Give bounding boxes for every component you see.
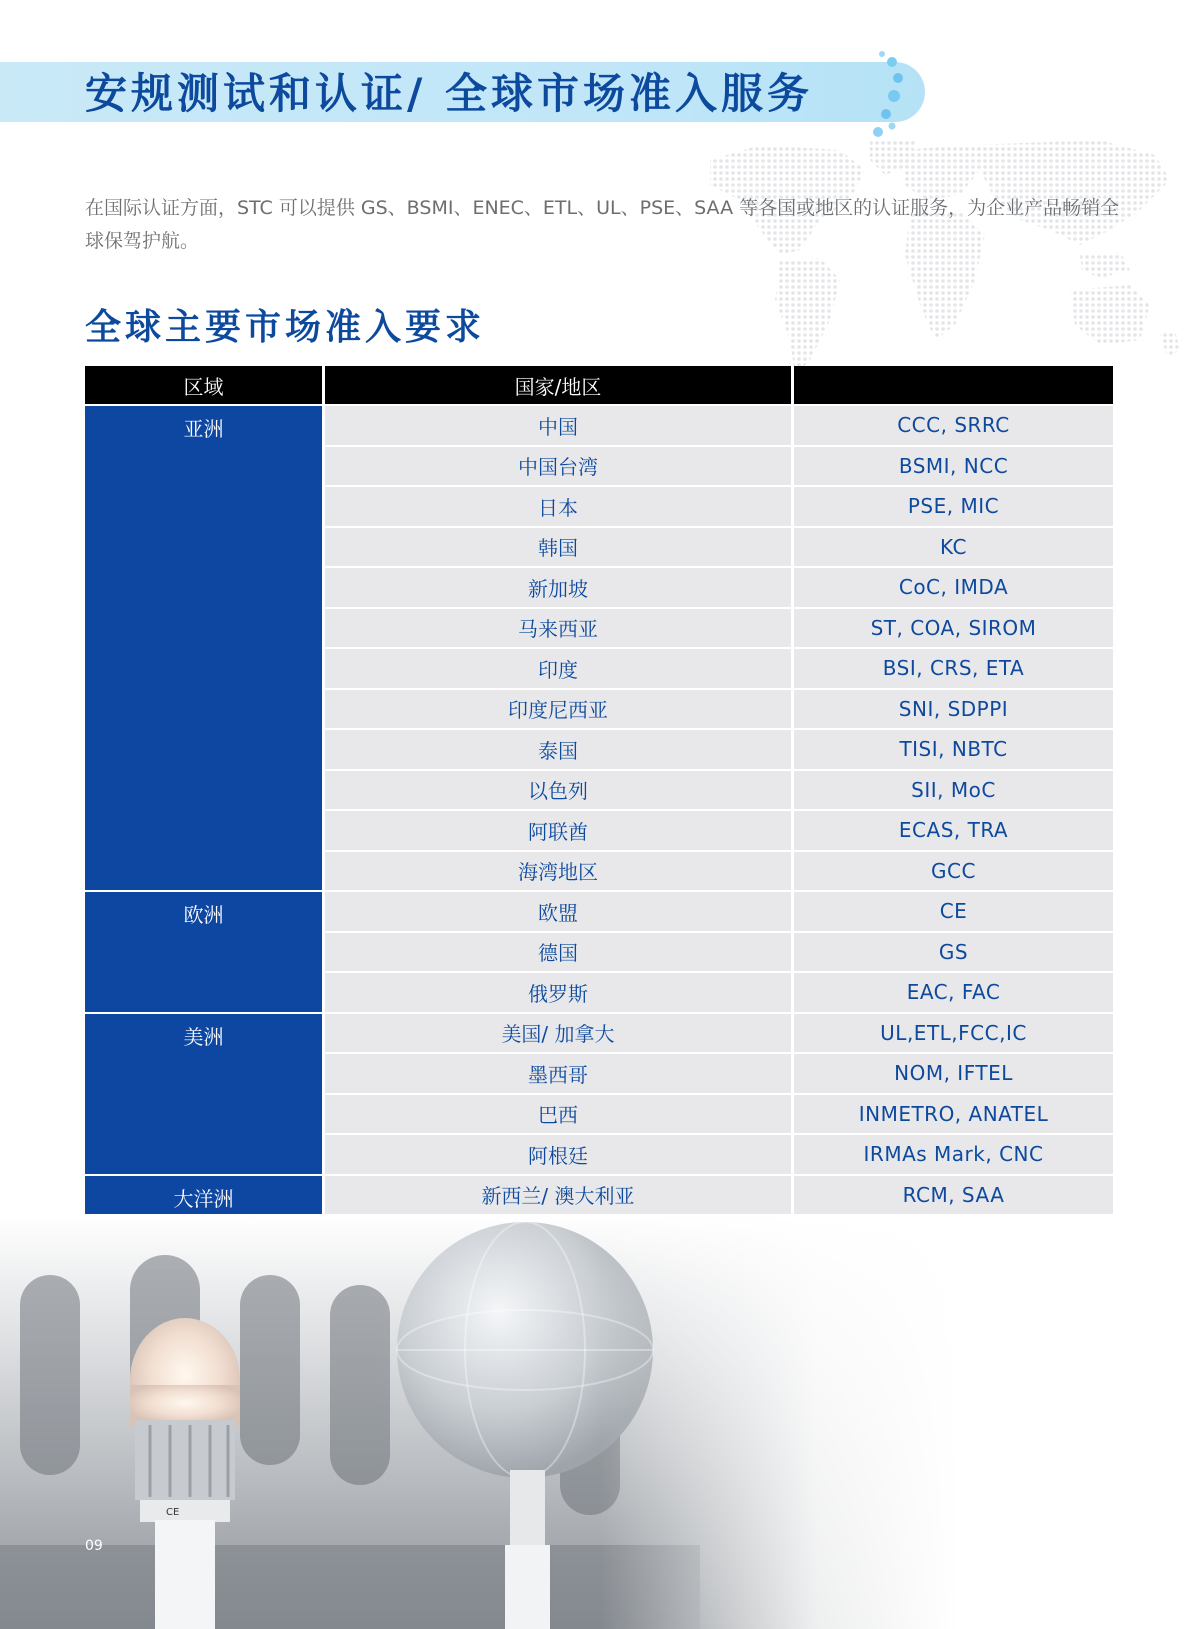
table-row [325,447,1113,486]
table-row [325,406,1113,445]
decorative-dots-icon [870,48,940,143]
region-group [85,892,1113,1012]
certification-cell: SII, MoC [794,771,1113,810]
country-cell: 墨西哥 [325,1054,791,1093]
table-row [325,487,1113,526]
table-row [325,1054,1113,1093]
table-header-certification [794,366,1113,404]
region-group [85,1176,1113,1215]
country-cell: 马来西亚 [325,609,791,648]
certification-cell: PSE, MIC [794,487,1113,526]
certification-cell: EAC, FAC [794,973,1113,1012]
region-cell: 欧洲 [85,892,322,1012]
table-row [325,973,1113,1012]
country-cell: 日本 [325,487,791,526]
table-row [325,771,1113,810]
certification-cell: IRMAs Mark, CNC [794,1135,1113,1174]
region-rows [325,406,1113,890]
table-row [325,1095,1113,1134]
country-cell: 泰国 [325,730,791,769]
region-group [85,406,1113,890]
region-cell: 美洲 [85,1014,322,1174]
country-cell: 以色列 [325,771,791,810]
country-cell: 德国 [325,933,791,972]
table-row [325,1014,1113,1053]
region-cell: 大洋洲 [85,1176,322,1215]
intro-paragraph: 在国际认证方面，STC 可以提供 GS、BSMI、ENEC、ETL、UL、PSE、SAA 等各国或地区的认证服务，为企业产品畅销全球保驾护航。 [85,197,1120,252]
country-cell: 新西兰/ 澳大利亚 [325,1176,791,1215]
certification-cell: ST, COA, SIROM [794,609,1113,648]
country-cell: 中国 [325,406,791,445]
table-header-region: 区域 [85,366,322,404]
country-cell: 印度尼西亚 [325,690,791,729]
table-row [325,852,1113,891]
country-cell: 俄罗斯 [325,973,791,1012]
section-title: 全球主要市场准入要求 [85,307,486,348]
table-row [325,1176,1113,1215]
table-row [325,568,1113,607]
table-row [325,730,1113,769]
country-cell: 韩国 [325,528,791,567]
certification-cell: UL,ETL,FCC,IC [794,1014,1113,1053]
country-cell: 中国台湾 [325,447,791,486]
table-row [325,690,1113,729]
country-cell: 海湾地区 [325,852,791,891]
certification-cell: INMETRO, ANATEL [794,1095,1113,1134]
table-row [325,528,1113,567]
country-cell: 阿根廷 [325,1135,791,1174]
region-rows [325,892,1113,1012]
country-cell: 印度 [325,649,791,688]
certification-cell: ECAS, TRA [794,811,1113,850]
certification-cell: CCC, SRRC [794,406,1113,445]
certification-cell: CoC, IMDA [794,568,1113,607]
country-cell: 阿联酋 [325,811,791,850]
table-row [325,609,1113,648]
table-row [325,811,1113,850]
light-bulb-photo [0,1215,1200,1629]
table-header-row [85,366,1113,404]
certification-cell: BSI, CRS, ETA [794,649,1113,688]
table-row [325,1135,1113,1174]
world-map-icon [700,140,1200,380]
table-body [85,406,1113,1257]
table-row [325,892,1113,931]
country-cell: 巴西 [325,1095,791,1134]
table-row [325,649,1113,688]
table-header-country: 国家/地区 [325,366,791,404]
country-cell: 新加坡 [325,568,791,607]
certification-cell: KC [794,528,1113,567]
certification-cell: NOM, IFTEL [794,1054,1113,1093]
certification-cell: GCC [794,852,1113,891]
page-number: 09 [85,1538,103,1554]
certification-cell: GS [794,933,1113,972]
certification-cell: SNI, SDPPI [794,690,1113,729]
certification-cell: CE [794,892,1113,931]
region-cell: 亚洲 [85,406,322,890]
market-access-table [85,366,1113,1257]
region-group [85,1014,1113,1174]
country-cell: 美国/ 加拿大 [325,1014,791,1053]
page-title: 安规测试和认证/ 全球市场准入服务 [85,69,813,118]
certification-cell: RCM, SAA [794,1176,1113,1215]
region-rows [325,1014,1113,1174]
region-rows [325,1176,1113,1215]
certification-cell: BSMI, NCC [794,447,1113,486]
certification-cell: TISI, NBTC [794,730,1113,769]
country-cell: 欧盟 [325,892,791,931]
table-row [325,933,1113,972]
